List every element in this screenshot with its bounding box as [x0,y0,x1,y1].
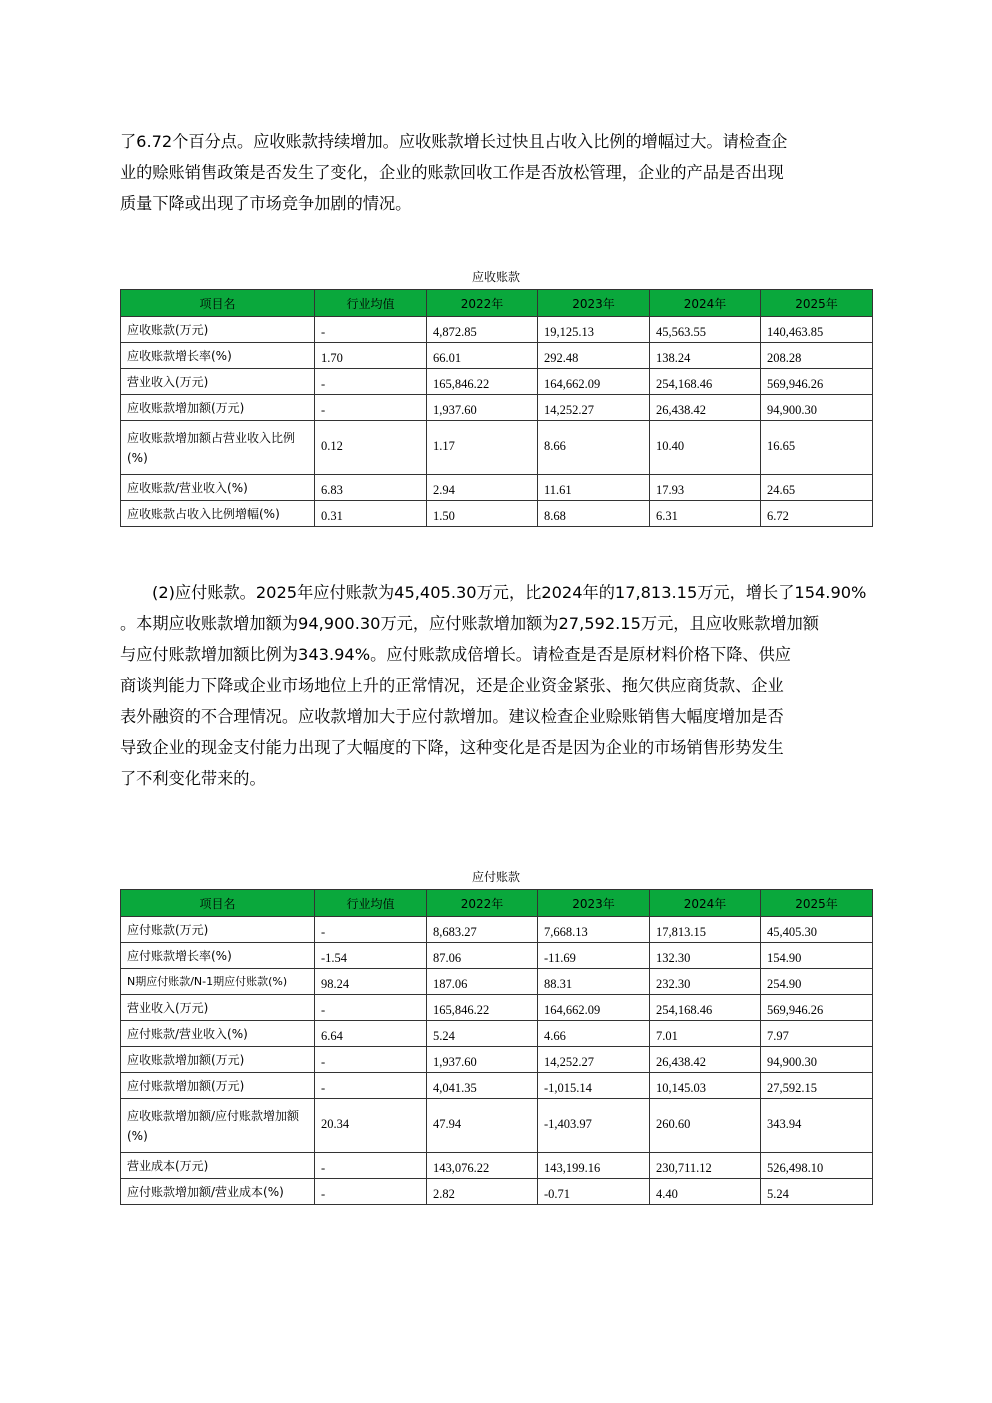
table-cell: 143,076.22 [427,1153,538,1179]
row-label: 应付账款增加额/营业成本(%) [121,1179,315,1205]
table-cell: -11.69 [538,943,650,969]
table-cell: 6.31 [650,501,761,527]
table-row [121,1047,873,1073]
table-row [121,475,873,501]
table-cell: 292.48 [538,343,650,369]
table-cell: - [315,995,427,1021]
table-cell: 45,563.55 [650,317,761,343]
table-cell: 14,252.27 [538,395,650,421]
table-cell: -1.54 [315,943,427,969]
paragraph-line: 商谈判能力下降或企业市场地位上升的正常情况，还是企业资金紧张、拖欠供应商货款、企业 [120,676,784,695]
table-cell: - [315,1073,427,1099]
table-cell: 87.06 [427,943,538,969]
table-cell: 7.97 [761,1021,873,1047]
table-row [121,343,873,369]
table-cell: 8.68 [538,501,650,527]
table-caption-payables: 应付账款 [471,870,520,884]
table-row [121,1099,873,1153]
table-row [121,421,873,475]
paragraph-receivables-summary [120,126,880,219]
column-header: 行业均值 [315,890,427,917]
table-cell: 1,937.60 [427,1047,538,1073]
paragraph-line: 导致企业的现金支付能力出现了大幅度的下降，这种变化是否是因为企业的市场销售形势发生 [120,738,784,757]
table-cell: 569,946.26 [761,369,873,395]
table-cell: 7.01 [650,1021,761,1047]
paragraph-line: 质量下降或出现了市场竞争加剧的情况。 [120,194,412,213]
column-header: 2022年 [427,890,538,917]
table-cell: 26,438.42 [650,1047,761,1073]
table-cell: 8.66 [538,421,650,475]
table-cell: 165,846.22 [427,369,538,395]
table-cell: 45,405.30 [761,917,873,943]
receivables-table [120,289,873,527]
table-cell: 230,711.12 [650,1153,761,1179]
row-label: 应收账款增加额/应付账款增加额(%) [121,1099,315,1153]
paragraph-line: 表外融资的不合理情况。应收款增加大于应付款增加。建议检查企业赊账销售大幅度增加是否 [120,707,784,726]
table-row [121,917,873,943]
paragraph-line: 了不利变化带来的。 [120,769,266,788]
table-cell: -0.71 [538,1179,650,1205]
table-cell: 4.66 [538,1021,650,1047]
table-cell: 1.17 [427,421,538,475]
table-cell: 2.82 [427,1179,538,1205]
table-cell: 4,041.35 [427,1073,538,1099]
table-row [121,395,873,421]
paragraph-payables-analysis [120,577,880,794]
payables-table [120,889,873,1205]
table-cell: 1,937.60 [427,395,538,421]
table-cell: 208.28 [761,343,873,369]
column-header: 2022年 [427,290,538,317]
table-cell: - [315,395,427,421]
paragraph-line: (2)应付账款。2025年应付账款为45,405.30万元，比2024年的17,813.15万元，增长了154.90% [152,583,867,602]
table-cell: 98.24 [315,969,427,995]
table-cell: 164,662.09 [538,995,650,1021]
table-cell: 17.93 [650,475,761,501]
row-label: 应收账款占收入比例增幅(%) [121,501,315,527]
table-cell: 132.30 [650,943,761,969]
table-cell: 254.90 [761,969,873,995]
column-header: 2025年 [761,290,873,317]
table-cell: 10,145.03 [650,1073,761,1099]
table-cell: 4,872.85 [427,317,538,343]
column-header: 2023年 [538,290,650,317]
table-cell: - [315,1047,427,1073]
row-label: 应付账款/营业收入(%) [121,1021,315,1047]
table-cell: 11.61 [538,475,650,501]
column-header: 2024年 [650,890,761,917]
paragraph-line: 业的赊账销售政策是否发生了变化，企业的账款回收工作是否放松管理，企业的产品是否出现 [120,163,784,182]
table-cell: 526,498.10 [761,1153,873,1179]
table-cell: 4.40 [650,1179,761,1205]
table-cell: 1.50 [427,501,538,527]
table-cell: - [315,917,427,943]
table-cell: 260.60 [650,1099,761,1153]
table-cell: 6.64 [315,1021,427,1047]
table-row [121,317,873,343]
row-label: 应收账款(万元) [121,317,315,343]
table-cell: 187.06 [427,969,538,995]
table-row [121,1179,873,1205]
row-label: 应收账款增加额(万元) [121,1047,315,1073]
column-header: 2025年 [761,890,873,917]
table-cell: - [315,317,427,343]
row-label: 应收账款/营业收入(%) [121,475,315,501]
table-row [121,943,873,969]
table-cell: 8,683.27 [427,917,538,943]
table-cell: 88.31 [538,969,650,995]
table-cell: 0.31 [315,501,427,527]
table-cell: 7,668.13 [538,917,650,943]
column-header: 行业均值 [315,290,427,317]
table-row [121,995,873,1021]
table-cell: 165,846.22 [427,995,538,1021]
table-header-row [121,890,873,917]
row-label: 应付账款(万元) [121,917,315,943]
row-label: 营业成本(万元) [121,1153,315,1179]
paragraph-line: 了6.72个百分点。应收账款持续增加。应收账款增长过快且占收入比例的增幅过大。请检查企 [120,132,788,151]
table-cell: 94,900.30 [761,1047,873,1073]
table-cell: 26,438.42 [650,395,761,421]
table-cell: - [315,369,427,395]
row-label: 应收账款增加额(万元) [121,395,315,421]
table-cell: 24.65 [761,475,873,501]
table-cell: 10.40 [650,421,761,475]
row-label: 应付账款增长率(%) [121,943,315,969]
column-header: 项目名 [121,290,315,317]
table-cell: 0.12 [315,421,427,475]
row-label: 应收账款增长率(%) [121,343,315,369]
table-cell: 143,199.16 [538,1153,650,1179]
table-row [121,1021,873,1047]
table-cell: -1,403.97 [538,1099,650,1153]
table-cell: 254,168.46 [650,995,761,1021]
paragraph-line: 与应付账款增加额比例为343.94%。应付账款成倍增长。请检查是否是原材料价格下降、供应 [120,645,791,664]
table-cell: 1.70 [315,343,427,369]
table-cell: 6.72 [761,501,873,527]
table-cell: 164,662.09 [538,369,650,395]
column-header: 项目名 [121,890,315,917]
table-cell: 47.94 [427,1099,538,1153]
table-cell: - [315,1179,427,1205]
table-cell: 2.94 [427,475,538,501]
table-cell: 66.01 [427,343,538,369]
table-cell: 6.83 [315,475,427,501]
column-header: 2024年 [650,290,761,317]
table-header-row [121,290,873,317]
table-cell: 17,813.15 [650,917,761,943]
table-cell: 16.65 [761,421,873,475]
paragraph-line: 。本期应收账款增加额为94,900.30万元，应付账款增加额为27,592.15万元，且应收账款增加额 [120,614,819,633]
table-row [121,369,873,395]
table-cell: 19,125.13 [538,317,650,343]
row-label: 应付账款增加额(万元) [121,1073,315,1099]
table-row [121,1073,873,1099]
table-cell: 138.24 [650,343,761,369]
table-cell: - [315,1153,427,1179]
table-cell: 20.34 [315,1099,427,1153]
table-cell: 232.30 [650,969,761,995]
table-cell: 343.94 [761,1099,873,1153]
table-cell: 94,900.30 [761,395,873,421]
row-label: 营业收入(万元) [121,369,315,395]
table-cell: 5.24 [427,1021,538,1047]
table-row [121,969,873,995]
table-cell: 5.24 [761,1179,873,1205]
table-row [121,1153,873,1179]
table-row [121,501,873,527]
row-label: N期应付账款/N-1期应付账款(%) [121,969,315,995]
column-header: 2023年 [538,890,650,917]
table-caption-receivables: 应收账款 [471,270,520,284]
table-cell: 254,168.46 [650,369,761,395]
row-label: 营业收入(万元) [121,995,315,1021]
table-cell: 27,592.15 [761,1073,873,1099]
row-label: 应收账款增加额占营业收入比例(%) [121,421,315,475]
table-cell: 569,946.26 [761,995,873,1021]
table-cell: 154.90 [761,943,873,969]
table-cell: 140,463.85 [761,317,873,343]
table-cell: 14,252.27 [538,1047,650,1073]
table-cell: -1,015.14 [538,1073,650,1099]
